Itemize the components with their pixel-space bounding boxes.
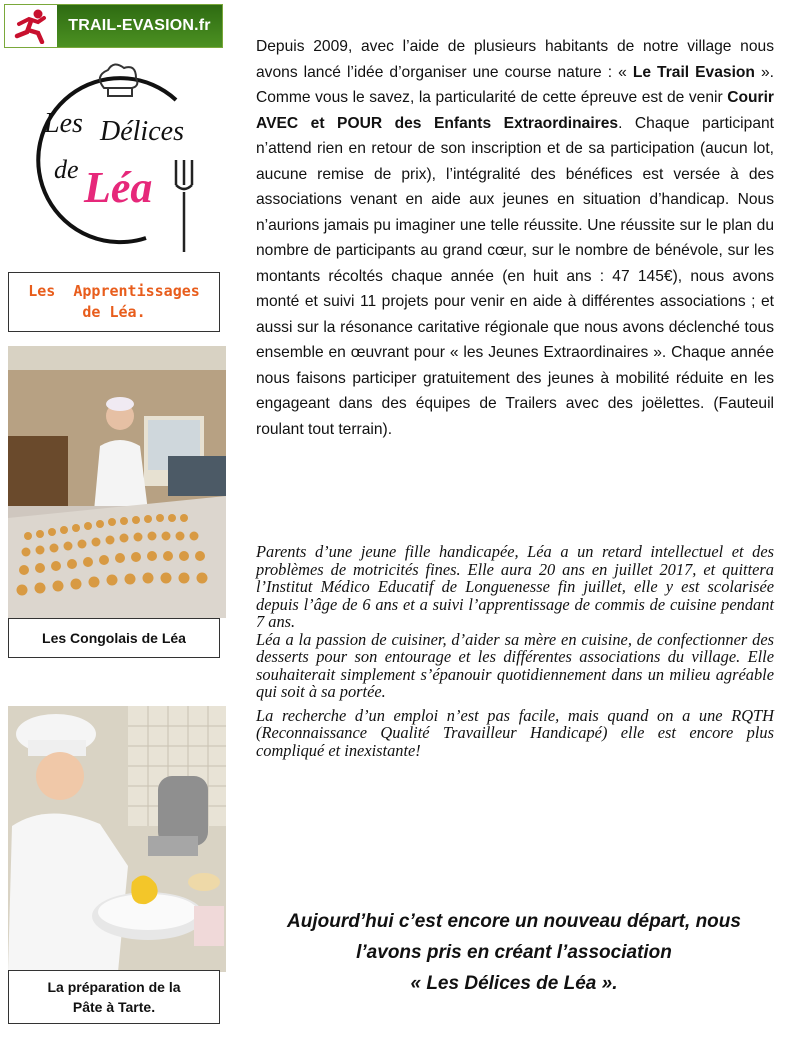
caption-congolais: Les Congolais de Léa (8, 618, 220, 658)
caption-pate-a-tarte (8, 970, 220, 1024)
logo-word-les: Les (44, 108, 83, 139)
closing-line-1: Aujourd’hui c’est encore un nouveau départ, nous (287, 911, 741, 932)
story-paragraph-2: Léa a la passion de cuisiner, d’aider sa mère en cuisine, de confectionner des desserts pour son entourage et les différentes associations du village. Elle souhaiterait simplement s’épanouir quotidiennement dans un milieu agréable qui soit à sa portée. (256, 629, 774, 701)
banner-site-name: TRAIL-EVASION.fr (57, 5, 222, 47)
story-paragraph-3: La recherche d’un emploi n’est pas facile, mais quand on a une RQTH (Reconnaissance Qualité Travailleur Handicapé) elle est encore plus compliqué et inexistante! (256, 705, 774, 760)
closing-statement (262, 906, 766, 999)
section-title-line2: de Léa. (82, 303, 146, 321)
photo-congolais (8, 346, 226, 618)
article-text-c: ». Comme vous le savez, la particularité de cette épreuve est de venir (256, 63, 774, 106)
logo-word-delices: Délices (100, 116, 184, 147)
story-block (256, 543, 774, 759)
article-text-a: Depuis 2009, avec l’aide de plusieurs habitants de notre village nous avons lancé l’idée d’organiser une course nature : « (256, 38, 774, 81)
logo-word-lea: Léa (84, 163, 153, 212)
fork-icon (176, 160, 192, 252)
les-delices-de-lea-logo (26, 60, 206, 260)
section-title-line1: Les Apprentissages (28, 282, 200, 300)
section-title-box (8, 272, 220, 332)
closing-line-2: l’avons pris en créant l’association (356, 942, 672, 963)
closing-line-3: « Les Délices de Léa ». (410, 973, 618, 994)
article-bold-courir: Courir AVEC et POUR des Enfants Extraordinaires (256, 89, 774, 132)
article-bold-trail: Le Trail Evasion (632, 63, 755, 81)
caption-pate-line2: Pâte à Tarte. (72, 999, 156, 1015)
logo-word-de: de (54, 155, 79, 184)
article-text-e: . Chaque participant n’attend rien en retour de son inscription et de sa participation (aucun lot, aucune remise de prix), l’intégralité des bénéfices est versée à des associations venant en aide aux jeunes en situation d’handicap. Nous n’aurions jamais pu imaginer une telle réussite. Une réussite sur le plan du nombre de participants au grand cœur, sur le nombre de bénévole, sur les montants récoltés chaque année (en huit ans : 47 145€), nous avons monté et suivi 11 projets pour venir en aide à différentes associations ; et aussi sur la résonance caritative régionale que nous avons déclenché tous ensemble en œuvrant pour « les Jeunes Extraordinaires ». Chaque année nous faisons participer gratuitement des jeunes à mobilité réduite en les engageant dans des équipes de Trailers avec des joëlettes. (Fauteuil roulant tout terrain). (256, 114, 774, 438)
photo-pate-a-tarte (8, 706, 226, 972)
caption-pate-line1: La préparation de la (47, 979, 181, 995)
story-paragraph-1: Parents d’une jeune fille handicapée, Léa a un retard intellectuel et des problèmes de motricités fines. Elle aura 20 ans en juillet 2017, et quittera l’Institut Médico Educatif de Longuenesse fin juillet, elle y est scolarisée depuis l’âge de 6 ans et a suivi l’apprentissage de commis de cuisine pendant 7 ans. (256, 542, 774, 631)
trail-evasion-banner (4, 4, 223, 48)
runner-icon (5, 5, 57, 47)
article-paragraph (256, 34, 774, 442)
